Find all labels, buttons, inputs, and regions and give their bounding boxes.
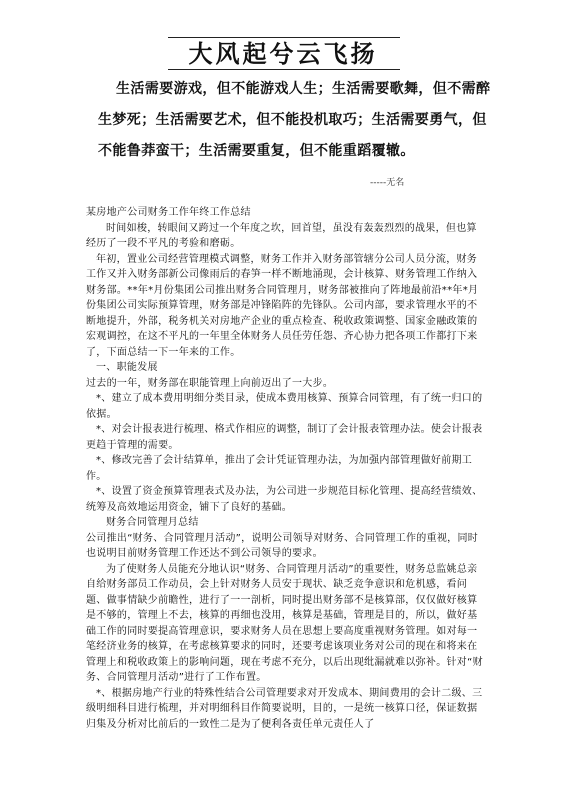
article-paragraph: 时间如梭，转眼间又跨过一个年度之坎，回首望，虽没有轰轰烈烈的战果，但也算经历了一段不平凡的考验和磨砺。	[86, 222, 477, 249]
list-item: *、建立了成本费用明细分类目录，使成本费用核算、预算合同管理，有了统一归口的依据。	[86, 393, 483, 420]
section-heading: 财务合同管理月总结	[106, 517, 199, 528]
article-paragraph: 过去的一年，财务部在职能管理上向前迈出了一大步。	[86, 377, 334, 389]
list-item: *、根据房地产行业的特殊性结合公司管理要求对开发成本、期间费用的会计二级、三级明细科目进行梳理，并对明细科目作简要说明，目的，一是统一核算口径，保证数据归集及分析对比前后的一致性二是为了便利各责任单元责任人了	[86, 687, 483, 730]
article-body	[86, 205, 484, 732]
article-title: 某房地产公司财务工作年终工作总结	[86, 207, 251, 218]
list-item: *、设置了资金预算管理表式及办法，为公司进一步规范目标化管理、提高经营绩效、统筹及高效地运用资金，铺下了良好的基础。	[86, 486, 483, 513]
banner-title: 大风起兮云飞扬	[188, 39, 378, 68]
article-paragraph: 公司推出“财务、合同管理月活动”，说明公司领导对财务、合同管理工作的重视，同时也说明目前财务管理工作还达不到公司领导的要求。	[86, 532, 479, 559]
motto-author: -----无名	[370, 178, 405, 188]
title-bottom-rule	[168, 69, 400, 70]
title-top-rule	[168, 37, 400, 38]
list-item: *、对会计报表进行梳理、格式作相应的调整，制订了会计报表管理办法。使会计报表更趋于管理的需要。	[86, 424, 483, 451]
article-paragraph: 为了使财务人员能充分地认识“财务、合同管理月活动”的重要性，财务总监姚总亲自给财务部员工作动员，会上针对财务人员安于现状、缺乏竞争意识和危机感，看问题、做事情缺少前瞻性，进行了一一剖析，同时提出财务部不是核算部，仅仅做好核算是不够的，管理上不去，核算的再细也没用，核算是基础，管理是目的，所以，做好基础工作的同时要提高管理意识，要求财务人员在思想上要高度重视财务管理。如对每一笔经济业务的核算，在考虑核算要求的同时，还要考虑该项业务对公司的现在和将来在管理上和税收政策上的影响问题，现在考虑不充分，以后出现纰漏就难以弥补。针对“财务、合同管理月活动”进行了工作布置。	[86, 563, 483, 683]
list-item: *、修改完善了会计结算单，推出了会计凭证管理办法，为加强内部管理做好前期工作。	[86, 455, 473, 482]
section-heading: 一、职能发展	[96, 362, 158, 373]
article-paragraph: 年初，置业公司经营管理模式调整，财务工作并入财务部管辖分公司人员分流，财务工作又并入财务部新公司像雨后的春笋一样不断地涌现，会计核算、财务管理工作纳入财务部。**年*月份集团公司推出财务合同管理月，财务部被推向了阵地最前沿**年*月份集团公司实际预算管理，财务部是冲锋陷阵的先锋队。公司内部，要求管理水平的不断地提升，外部，税务机关对房地产企业的重点检查、税收政策调整、国家金融政策的宏观调控，在这不平凡的一年里全体财务人员任劳任怨、齐心协力把各项工作都打下来了，下面总结一下一年来的工作。	[86, 253, 479, 358]
motto-paragraph: 生活需要游戏，但不能游戏人生；生活需要歌舞，但不需醉生梦死；生活需要艺术，但不能投机取巧；生活需要勇气，但不能鲁莽蛮干；生活需要重复，但不能重蹈覆辙。	[98, 81, 491, 159]
